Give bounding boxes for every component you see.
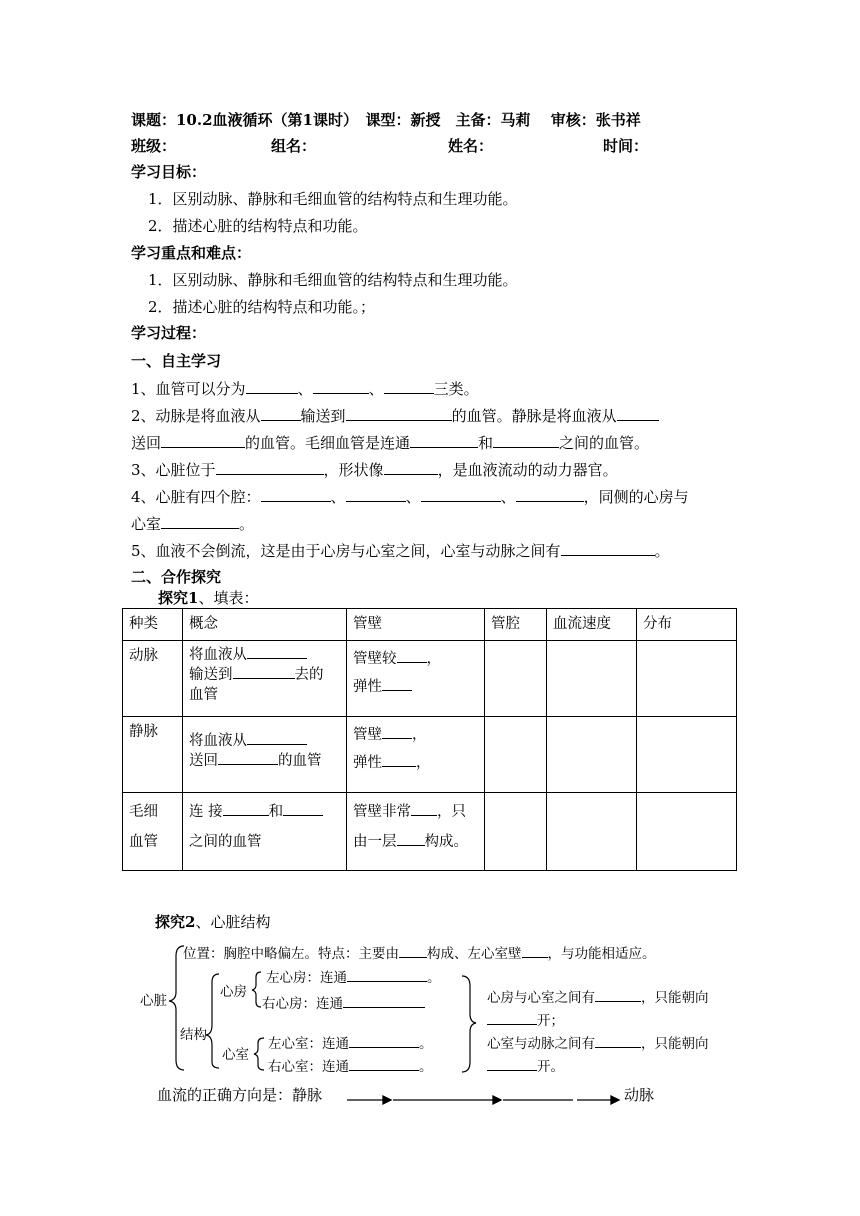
type-cell: 动脉 — [123, 641, 183, 717]
class-label: 班级： — [131, 137, 177, 155]
name-label: 姓名： — [448, 137, 494, 155]
table-header: 分布 — [637, 609, 737, 641]
table-header: 概念 — [183, 609, 347, 641]
valve-1: 心房与心室之间有 ，只能朝向 — [487, 990, 709, 1006]
question-4b: 心室 。 — [131, 512, 254, 535]
brace-atrium — [252, 972, 261, 1007]
valve-1-cont: 开； — [487, 1011, 564, 1030]
table-header: 种类 — [123, 609, 183, 641]
explore-2-title: 探究2、心脏结构 — [155, 913, 271, 931]
brace-valves — [462, 976, 476, 1072]
arrow-head — [611, 1096, 619, 1104]
header-line: 课题：10.2血液循环（第1课时） 课型：新授 主备：马莉 审核：张书祥 — [131, 111, 641, 129]
left-atrium: 左心房：连通 。 — [266, 970, 441, 986]
question-1: 1、血管可以分为 、 、 三类。 — [131, 377, 479, 400]
keypoints-title: 学习重点和难点： — [131, 244, 252, 262]
question-2b: 送回 的血管。毛细血管是连通 和 之间的血管。 — [131, 431, 649, 454]
table-header: 管腔 — [485, 609, 547, 641]
question-3: 3、心脏位于 ，形状像 ，是血液流动的动力器官。 — [131, 458, 618, 481]
wall-cell: 管壁 ， 弹性 ， — [347, 717, 485, 793]
type-cell: 静脉 — [123, 717, 183, 793]
ventricle-label: 心室 — [222, 1047, 249, 1063]
flow-arrows — [345, 1088, 625, 1108]
question-4a: 4、心脏有四个腔： 、 、 、 ，同侧的心房与 — [131, 485, 689, 508]
right-atrium: 右心房：连通 — [262, 994, 425, 1013]
flow-label: 血流的正确方向是：静脉 — [157, 1086, 323, 1104]
group-label: 组名： — [271, 137, 317, 155]
question-2a: 2、动脉是将血液从 输送到 的血管。静脉是将血液从 — [131, 404, 659, 427]
brace-ventricle — [254, 1038, 264, 1070]
objective-item: 1．区别动脉、静脉和毛细血管的结构特点和生理功能。 — [148, 190, 518, 208]
wall-cell: 管壁非常 ，只 由一层 构成。 — [347, 793, 485, 871]
time-label: 时间： — [603, 137, 649, 155]
table-header: 管壁 — [347, 609, 485, 641]
keypoint-item: 1．区别动脉、静脉和毛细血管的结构特点和生理功能。 — [148, 271, 518, 289]
left-ventricle: 左心室：连通 。 — [268, 1036, 433, 1052]
concept-cell: 将血液从 输送到 去的 血管 — [183, 641, 347, 717]
process-title: 学习过程： — [131, 324, 207, 342]
heart-label: 心脏 — [140, 993, 167, 1009]
structure-label: 结构 — [180, 1027, 207, 1043]
heart-position: 位置：胸腔中略偏左。特点：主要由 构成、左心室壁 ，与功能相适应。 — [183, 946, 656, 962]
concept-cell: 将血液从 送回 的血管 — [183, 717, 347, 793]
type-cell: 毛细 血管 — [123, 793, 183, 871]
brace-structure — [206, 974, 219, 1068]
valve-2: 心室与动脉之间有 ，只能朝向 — [487, 1036, 709, 1052]
question-5: 5、血液不会倒流，这是由于心房与心室之间，心室与动脉之间有 。 — [131, 539, 670, 562]
table-header: 血流速度 — [547, 609, 637, 641]
objective-item: 2．描述心脏的结构特点和功能。 — [148, 217, 368, 235]
concept-cell: 连 接 和 之间的血管 — [183, 793, 347, 871]
self-study-title: 一、自主学习 — [131, 352, 222, 370]
atrium-label: 心房 — [220, 984, 247, 1000]
flow-end: 动脉 — [624, 1086, 655, 1104]
objectives-title: 学习目标： — [131, 163, 207, 181]
brace-main — [169, 946, 184, 1070]
keypoint-item: 2．描述心脏的结构特点和功能。； — [148, 298, 376, 316]
arrow-head — [383, 1096, 391, 1104]
valve-2-cont: 开。 — [487, 1057, 564, 1076]
wall-cell: 管壁较 ， 弹性 — [347, 641, 485, 717]
explore-1-title: 探究1、填表： — [158, 589, 259, 607]
coop-title: 二、合作探究 — [131, 568, 222, 586]
arrow-head — [493, 1096, 501, 1104]
right-ventricle: 右心室：连通 。 — [268, 1059, 433, 1075]
